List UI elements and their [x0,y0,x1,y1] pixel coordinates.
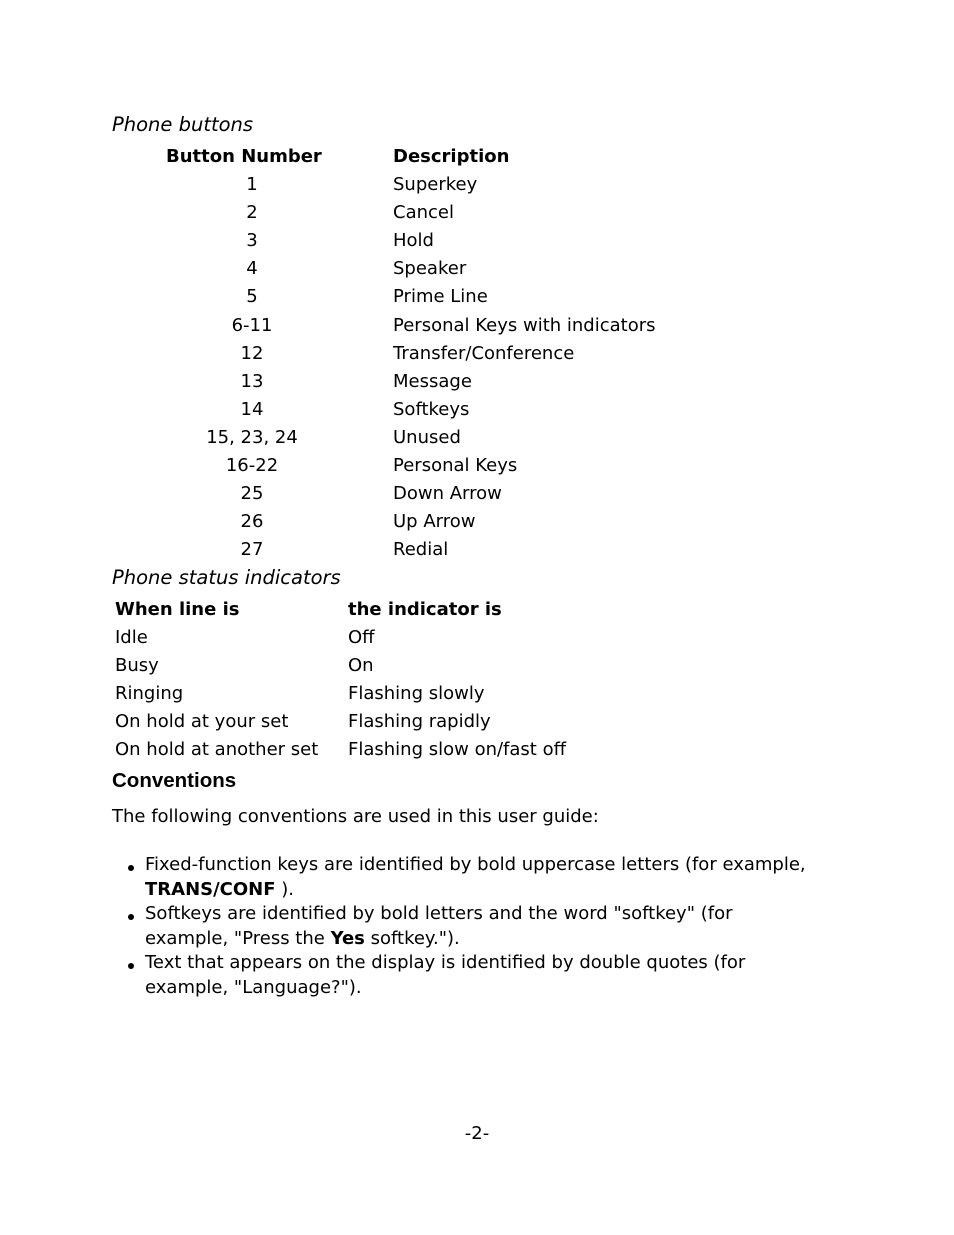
button-description-cell: Redial [393,539,449,560]
indicator-state-cell: Flashing slowly [348,683,485,704]
indicator-state-cell: On [348,655,374,676]
button-number-cell: 6-11 [231,315,273,336]
button-number-cell: 4 [246,258,258,279]
button-number-cell: 3 [246,230,258,251]
bold-key-trans-conf: TRANS/CONF [145,879,276,900]
button-description-cell: Speaker [393,258,467,279]
bold-softkey-yes: Yes [330,928,365,949]
button-number-header: Button Number [166,146,322,167]
button-description-cell: Down Arrow [393,483,502,504]
button-number-cell: 5 [246,286,258,307]
button-number-cell: 26 [240,511,264,532]
indicator-state-cell: Flashing slow on/fast off [348,739,566,760]
line-state-cell: Idle [115,627,148,648]
page-number: -2- [464,1123,490,1144]
bullet-2-pre: example, "Press the [145,928,331,949]
button-number-cell: 1 [246,174,258,195]
bullet-2-line-2 [145,930,460,948]
indicator-is-header: the indicator is [348,599,502,620]
bullet-dot [128,963,134,969]
bullet-1-tail: ). [275,879,295,900]
bullet-3-line-1: Text that appears on the display is identified by double quotes (for [145,952,746,973]
line-state-cell: On hold at your set [115,711,289,732]
button-description-cell: Personal Keys with indicators [393,315,656,336]
indicator-state-cell: Off [348,627,375,648]
conventions-intro: The following conventions are used in this user guide: [112,806,599,827]
button-number-cell: 25 [240,483,264,504]
line-state-cell: Ringing [115,683,184,704]
bullet-dot [128,865,134,871]
button-description-cell: Superkey [393,174,478,195]
button-number-cell: 27 [240,539,264,560]
button-description-cell: Hold [393,230,434,251]
description-header: Description [393,146,510,167]
status-indicators-heading: Phone status indicators [112,566,341,589]
button-description-cell: Transfer/Conference [393,343,575,364]
bullet-2-tail: softkey."). [364,928,460,949]
when-line-is-header: When line is [115,599,240,620]
bullet-1-line-2 [145,881,294,899]
button-description-cell: Softkeys [393,399,470,420]
button-description-cell: Message [393,371,472,392]
button-description-cell: Cancel [393,202,454,223]
bullet-3-line-2: example, "Language?"). [145,977,362,998]
line-state-cell: On hold at another set [115,739,319,760]
button-description-cell: Unused [393,427,461,448]
bullet-2-line-1: Softkeys are identified by bold letters and the word "softkey" (for [145,903,733,924]
button-number-cell: 12 [240,343,264,364]
bullet-1-line-1: Fixed-function keys are identified by bold uppercase letters (for example, [145,854,806,875]
button-description-cell: Prime Line [393,286,488,307]
conventions-heading: Conventions [112,769,237,792]
button-number-cell: 16-22 [225,455,279,476]
line-state-cell: Busy [115,655,159,676]
bullet-dot [128,914,134,920]
button-number-cell: 14 [240,399,264,420]
indicator-state-cell: Flashing rapidly [348,711,491,732]
button-number-cell: 13 [240,371,264,392]
button-number-cell: 2 [246,202,258,223]
button-description-cell: Up Arrow [393,511,476,532]
button-description-cell: Personal Keys [393,455,518,476]
phone-buttons-heading: Phone buttons [112,113,254,136]
button-number-cell: 15, 23, 24 [206,427,298,448]
